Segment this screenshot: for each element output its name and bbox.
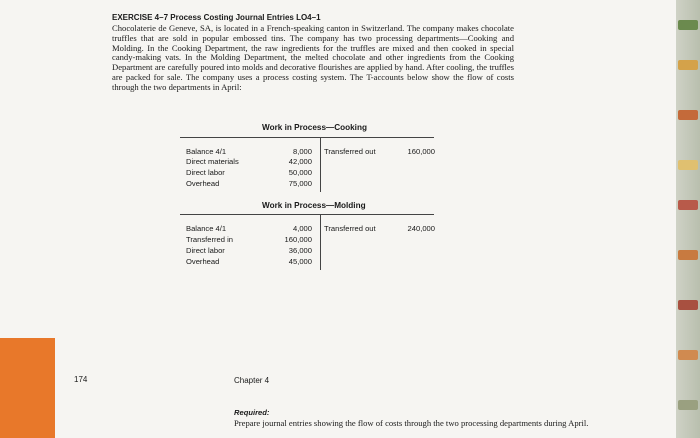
molding-debit-value: 45,000: [288, 257, 312, 266]
edge-tab: [678, 20, 698, 30]
molding-credit-value: 240,000: [407, 224, 435, 233]
cooking-debit-value: 8,000: [292, 147, 312, 156]
taccount-molding-title: Work in Process—Molding: [262, 201, 366, 210]
edge-tab: [678, 160, 698, 170]
cooking-debit-value: 75,000: [288, 179, 312, 188]
taccount-cooking-title: Work in Process—Cooking: [262, 123, 367, 132]
taccount-molding-top-rule: [180, 214, 434, 215]
molding-debit-label: Direct labor: [186, 246, 225, 255]
cooking-debit-label: Overhead: [186, 179, 220, 188]
chapter-label: Chapter 4: [234, 376, 270, 385]
edge-tab: [678, 300, 698, 310]
page-edge-accent: [0, 338, 55, 438]
edge-tab: [678, 400, 698, 410]
cooking-debit-value: 50,000: [288, 168, 312, 177]
exercise-title: EXERCISE 4–7 Process Costing Journal Entries LO4–1: [112, 13, 321, 22]
cooking-debit-label: Direct labor: [186, 168, 225, 177]
cooking-debit-label: Direct materials: [186, 157, 239, 166]
cooking-debit-label: Balance 4/1: [186, 147, 227, 156]
exercise-body: Chocolaterie de Geneve, SA, is located in a French-speaking canton in Switzerland. The company makes chocolate truffles that are sold in popular embossed tins. The company has two processing departments—Cooking and Molding. In the Cooking Department, the raw ingredients for the truffles are mixed and then cooked in special candy-making vats. In the Molding Department, the melted chocolate and other ingredients from the Cooking Department are carefully poured into molds and decorative flourishes are applied by hand. After cooling, the truffles are packed for sale. The company uses a process costing system. The T-accounts below show the flow of costs through the two departments in April:: [112, 23, 514, 92]
molding-debit-label: Overhead: [186, 257, 220, 266]
molding-debit-value: 4,000: [292, 224, 312, 233]
edge-tab: [678, 200, 698, 210]
cooking-credit-label: Transferred out: [324, 147, 376, 156]
taccount-cooking-divider: [320, 137, 321, 192]
page-number: 174: [74, 375, 88, 384]
molding-debit-value: 160,000: [284, 235, 312, 244]
molding-debit-label: Balance 4/1: [186, 224, 227, 233]
taccount-molding-divider: [320, 214, 321, 270]
edge-tab: [678, 250, 698, 260]
taccount-cooking-top-rule: [180, 137, 434, 138]
molding-credit-label: Transferred out: [324, 224, 376, 233]
molding-debit-value: 36,000: [288, 246, 312, 255]
cooking-credit-value: 160,000: [407, 147, 435, 156]
molding-debit-label: Transferred in: [186, 235, 233, 244]
edge-tab: [678, 60, 698, 70]
book-edge-strip: [676, 0, 700, 438]
cooking-debit-value: 42,000: [288, 157, 312, 166]
required-label: Required:: [234, 408, 270, 417]
required-text: Prepare journal entries showing the flow of costs through the two processing departments during April.: [234, 418, 589, 428]
edge-tab: [678, 110, 698, 120]
edge-tab: [678, 350, 698, 360]
